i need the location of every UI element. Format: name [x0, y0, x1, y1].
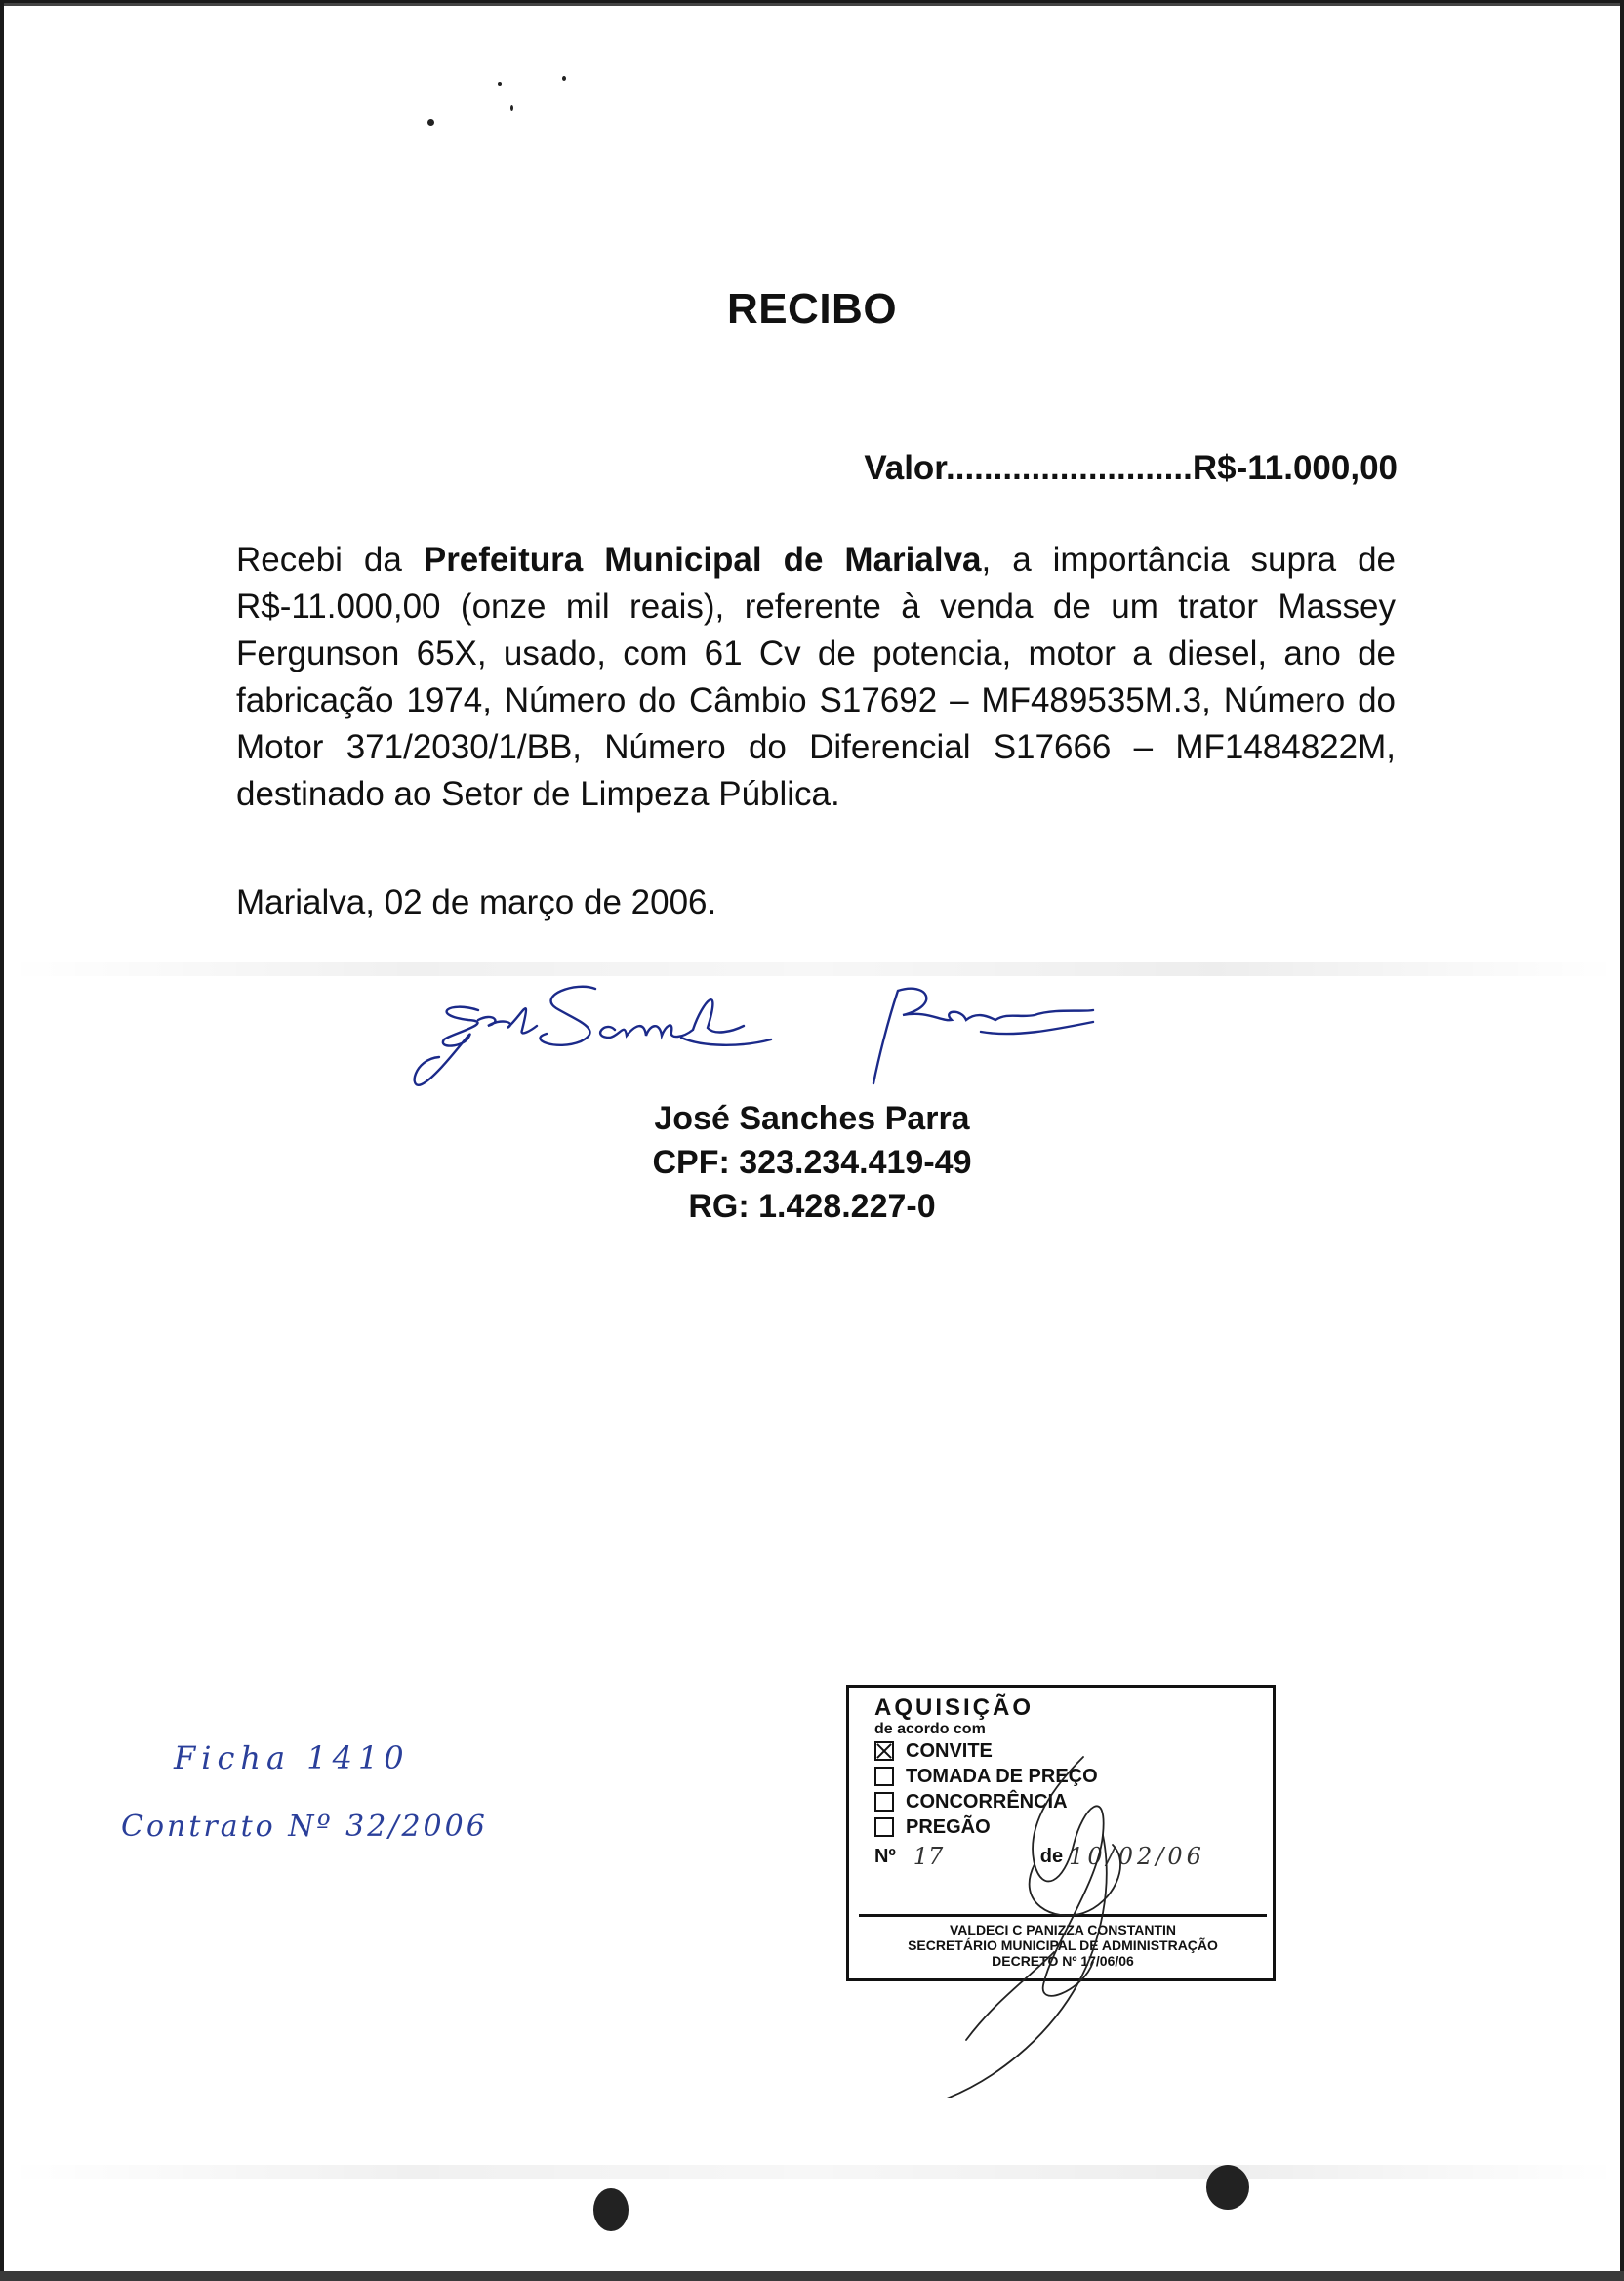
scan-edge-bottom: [0, 2271, 1624, 2281]
valor-line: [864, 449, 1398, 488]
official-name: VALDECI C PANIZZA CONSTANTIN: [949, 1922, 1177, 1937]
scan-speck: [498, 82, 502, 86]
scan-speck: [562, 76, 566, 81]
date-line: Marialva, 02 de março de 2006.: [236, 883, 717, 921]
stamp-date-label: de: [1039, 1846, 1064, 1867]
official-decree: DECRETO Nº 17/06/06: [992, 1953, 1134, 1969]
stamp-option-tomada: TOMADA DE PREÇO: [874, 1764, 1273, 1789]
stamp-option-pregao: PREGÃO: [874, 1814, 1273, 1840]
scan-speck: [510, 105, 513, 111]
document-title: RECIBO: [726, 285, 898, 333]
punch-hole: [593, 2188, 629, 2231]
stamp-title: AQUISIÇÃO: [874, 1694, 1035, 1721]
punch-hole: [1206, 2165, 1249, 2210]
stamp-signature: [937, 1747, 1191, 2098]
handwritten-signature: [410, 961, 1210, 1098]
stamp-option-convite: CONVITE: [874, 1738, 1273, 1764]
stamp-option-concorrencia: CONCORRÊNCIA: [874, 1789, 1273, 1814]
stamp-number-label: Nº: [874, 1846, 896, 1867]
handwritten-note-ficha: Ficha 1410: [174, 1739, 410, 1776]
empty-box-icon: [874, 1767, 894, 1786]
checked-box-icon: [874, 1741, 894, 1761]
valor-label: Valor..........................: [864, 449, 1193, 487]
official-role: SECRETÁRIO MUNICIPAL DE ADMINISTRAÇÃO: [908, 1937, 1218, 1953]
receipt-body: [236, 537, 1396, 818]
signer-cpf: CPF: 323.234.419-49: [652, 1144, 972, 1181]
empty-box-icon: [874, 1792, 894, 1812]
signer-name: José Sanches Parra: [654, 1100, 970, 1137]
body-prefix: Recebi da: [236, 541, 424, 579]
valor-amount: R$-11.000,00: [1192, 449, 1398, 487]
stamp-number-value: 17: [913, 1843, 944, 1870]
stamp-date-value: 10/02/06: [1069, 1843, 1205, 1870]
empty-box-icon: [874, 1817, 894, 1837]
payer-name: Prefeitura Municipal de Marialva: [423, 541, 982, 579]
stamp-subtitle: de acordo com: [874, 1721, 986, 1737]
scan-speck: [427, 119, 434, 126]
signer-block: [0, 1097, 1624, 1229]
signer-rg: RG: 1.428.227-0: [688, 1188, 936, 1225]
handwritten-note-contrato: Contrato Nº 32/2006: [121, 1810, 488, 1844]
body-rest: , a importância supra de R$-11.000,00 (onze mil reais), referente à venda de um trator Massey Fergunson 65X, usado, com 61 Cv de potencia, motor a diesel, ano de fabricação 1974, Número do Câmbio S17692 – MF489535M.3, Número do Motor 371/2030/1/BB, Número do Diferencial S17666 – MF1484822M, destinado ao Setor de Limpeza Pública.: [236, 541, 1396, 813]
